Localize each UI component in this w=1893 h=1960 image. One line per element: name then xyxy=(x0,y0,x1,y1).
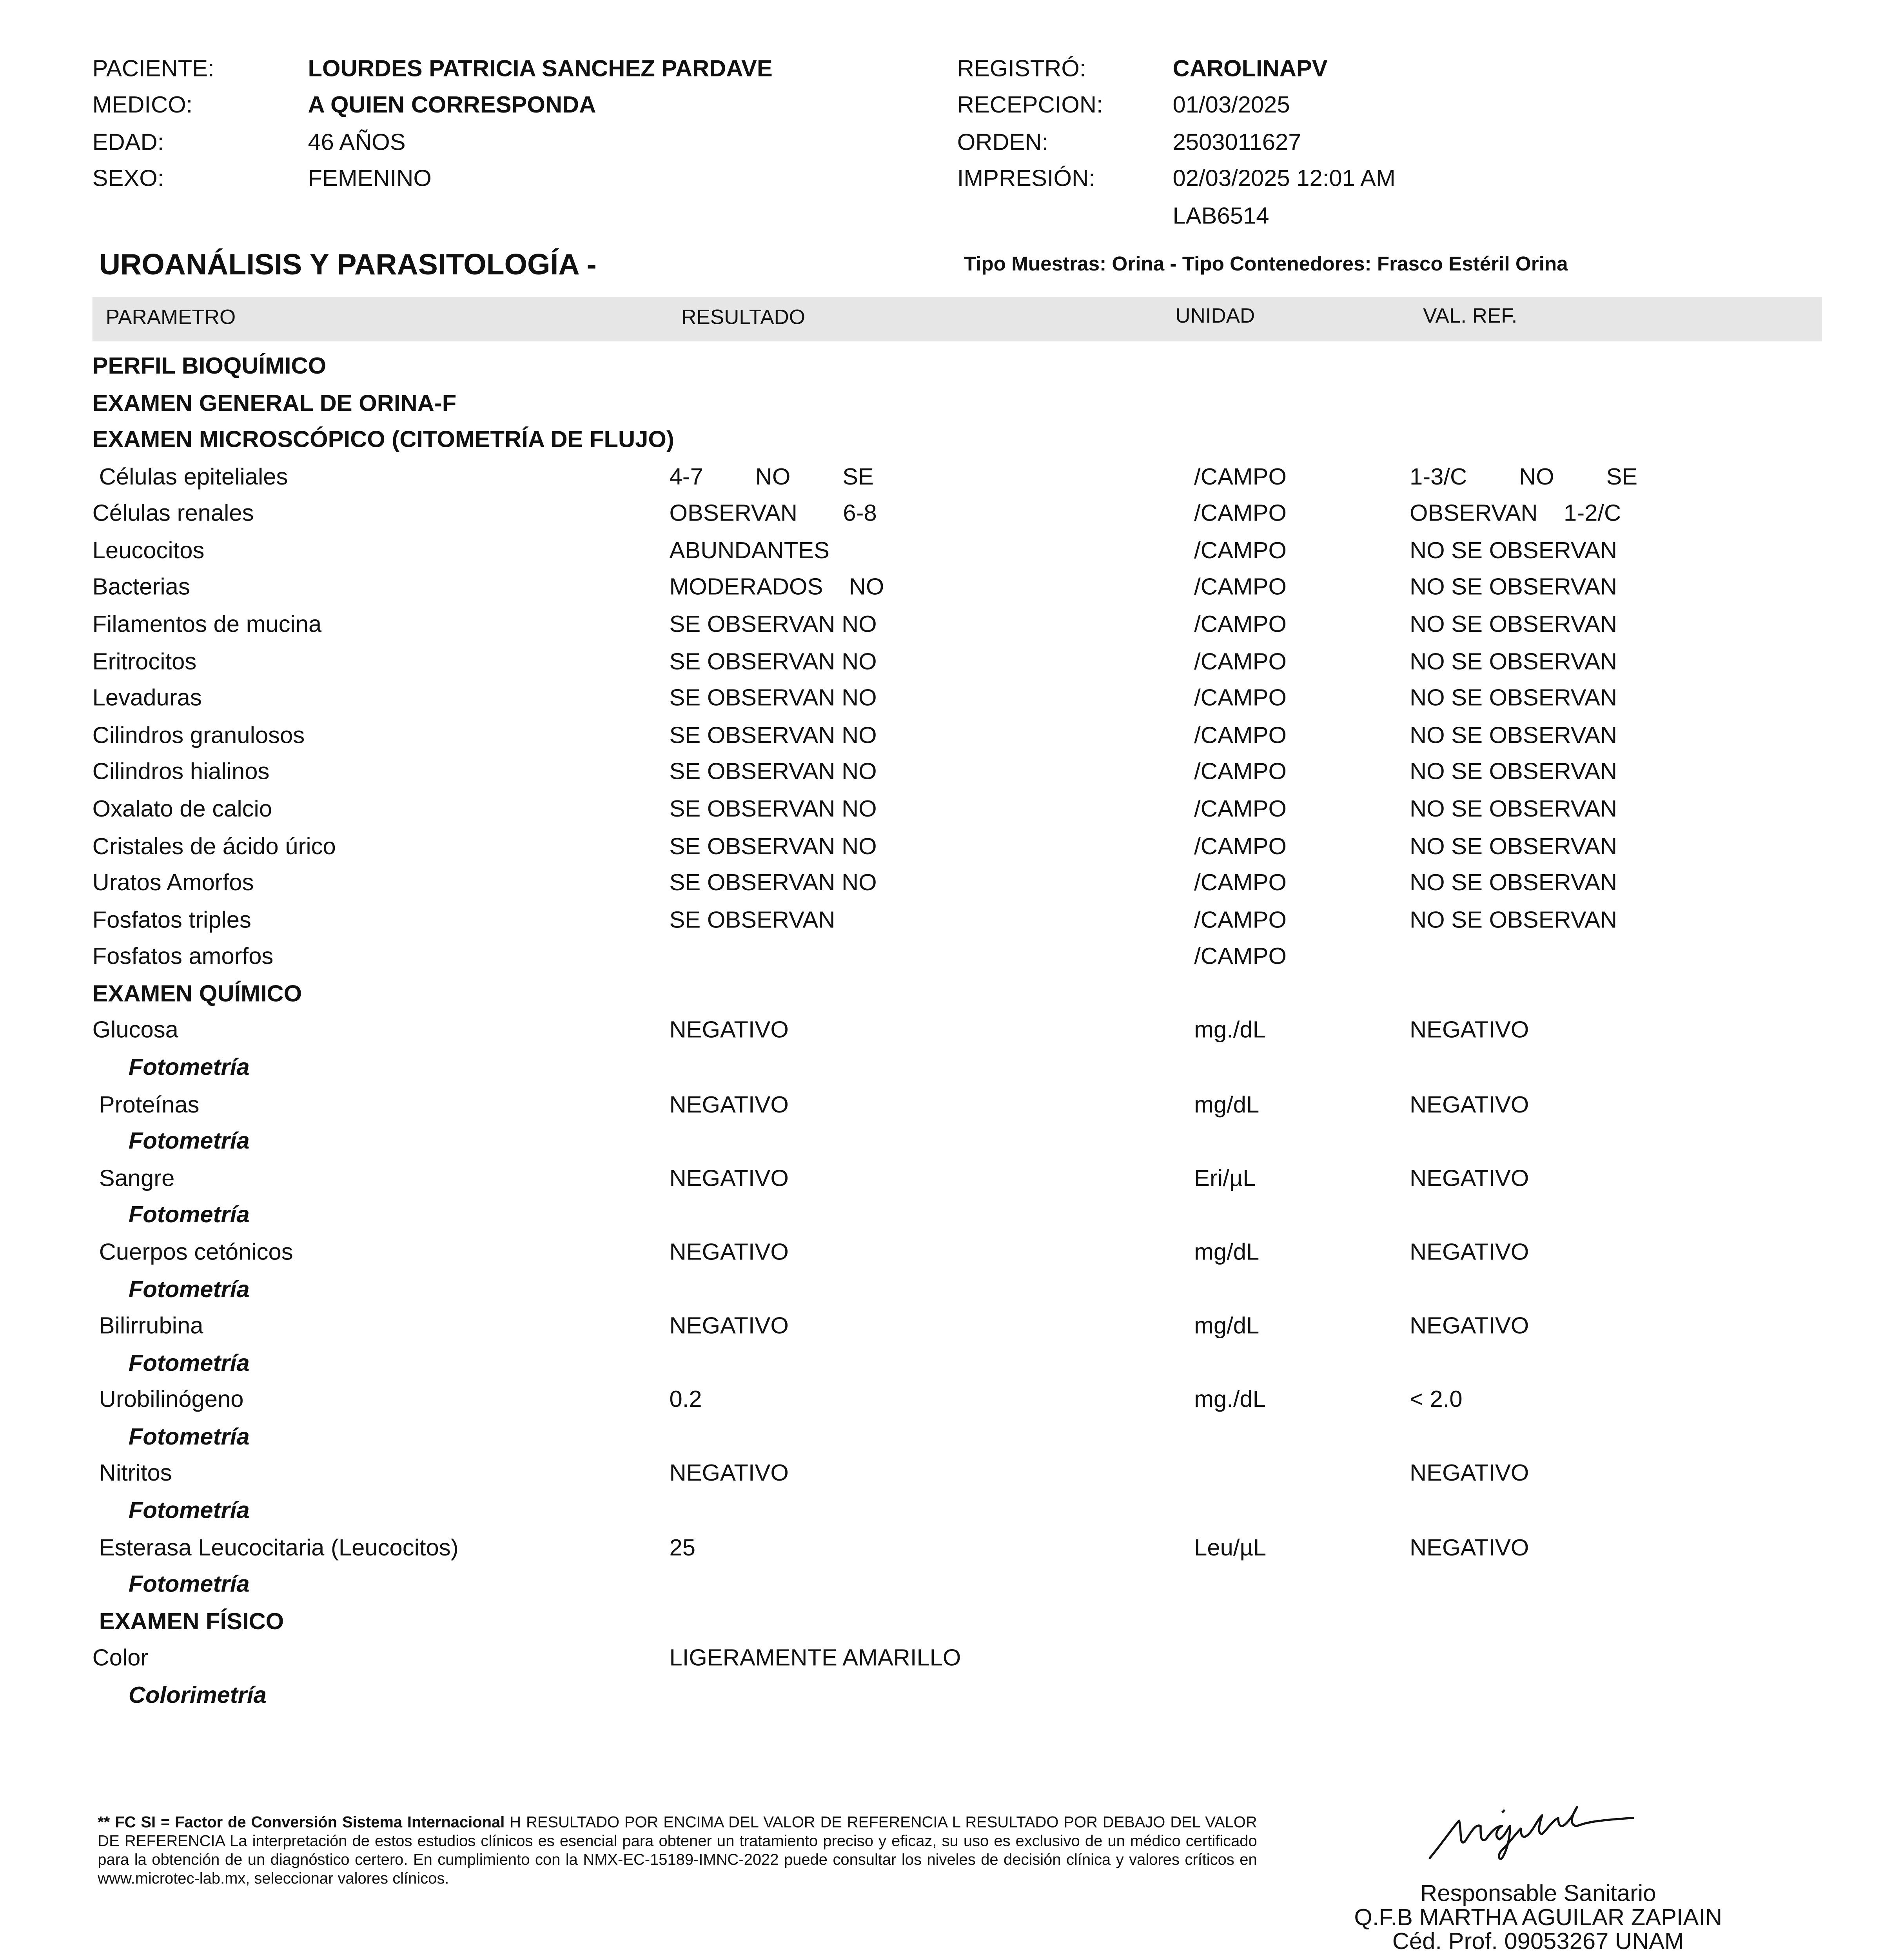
section-title: UROANÁLISIS Y PARASITOLOGÍA - xyxy=(99,247,597,281)
sex-value: FEMENINO xyxy=(308,165,432,192)
doctor-label: MEDICO: xyxy=(92,91,193,118)
footnote-text: H RESULTADO POR ENCIMA DEL VALOR DE REFERENCIA L RESULTADO POR DEBAJO DEL VALOR DE REFERENCIA La interpretación de estos estudios clínicos es esencial para obtener un tratamiento preciso y eficaz, su uso es exclusivo de un médico certificado para la obtención de un diagnóstico certero. En cumplimiento con la NMX-EC-15189-IMNC-2022 puede consultar los niveles de decisión clínica y valores críticos en www.microtec-lab.mx, seleccionar valores clínicos. xyxy=(98,1814,1257,1888)
doctor-name: A QUIEN CORRESPONDA xyxy=(308,91,596,118)
row-parameter: Bacterias xyxy=(92,573,190,601)
row-unit: /CAMPO xyxy=(1194,943,1287,970)
row-unit: /CAMPO xyxy=(1194,758,1287,785)
row-unit: /CAMPO xyxy=(1194,610,1287,637)
row-parameter: Cilindros hialinos xyxy=(92,758,270,785)
row-unit: /CAMPO xyxy=(1194,906,1287,933)
row-reference: NO SE OBSERVAN xyxy=(1409,795,1617,822)
row-reference: NEGATIVO xyxy=(1409,1238,1529,1265)
reception-value: 01/03/2025 xyxy=(1172,91,1290,118)
row-reference: OBSERVAN 1-2/C xyxy=(1409,499,1621,527)
row-reference: NO SE OBSERVAN xyxy=(1409,647,1617,674)
age-label: EDAD: xyxy=(92,128,164,156)
row-reference: NEGATIVO xyxy=(1409,1534,1529,1561)
row-result: SE OBSERVAN NO xyxy=(669,721,877,748)
row-result: NEGATIVO xyxy=(669,1312,789,1339)
row-reference: NEGATIVO xyxy=(1409,1312,1529,1339)
row-parameter: Fosfatos triples xyxy=(92,906,251,933)
row-unit: /CAMPO xyxy=(1194,573,1287,601)
signature-image xyxy=(1419,1780,1647,1864)
row-parameter: Bilirrubina xyxy=(99,1312,203,1339)
row-parameter: Proteínas xyxy=(99,1090,200,1118)
row-parameter: Filamentos de mucina xyxy=(92,610,322,637)
section-heading: EXAMEN QUÍMICO xyxy=(92,980,302,1007)
row-result: OBSERVAN 6-8 xyxy=(669,499,877,527)
row-parameter: Cuerpos cetónicos xyxy=(99,1238,293,1265)
row-unit: /CAMPO xyxy=(1194,537,1287,564)
row-unit: mg./dL xyxy=(1194,1016,1266,1044)
footnote xyxy=(98,1814,1257,1889)
header-unidad: UNIDAD xyxy=(1175,305,1255,328)
row-parameter: Color xyxy=(92,1644,149,1671)
row-parameter: Levaduras xyxy=(92,684,202,711)
row-parameter: Uratos Amorfos xyxy=(92,869,254,896)
row-result: MODERADOS NO xyxy=(669,573,884,601)
row-parameter: Urobilinógeno xyxy=(99,1386,244,1413)
registered-value: CAROLINAPV xyxy=(1172,55,1328,82)
method-label: Fotometría xyxy=(128,1201,250,1228)
print-label: IMPRESIÓN: xyxy=(957,165,1095,192)
table-header xyxy=(93,297,1822,341)
signature-license: Céd. Prof. 09053267 UNAM xyxy=(1392,1927,1684,1955)
row-reference: NEGATIVO xyxy=(1409,1164,1529,1191)
row-unit: /CAMPO xyxy=(1194,832,1287,859)
row-reference: NO SE OBSERVAN xyxy=(1409,869,1617,896)
row-unit: Eri/µL xyxy=(1194,1164,1256,1191)
row-parameter: Células renales xyxy=(92,499,254,527)
row-unit: /CAMPO xyxy=(1194,795,1287,822)
section-heading: EXAMEN FÍSICO xyxy=(99,1607,284,1634)
row-result: NEGATIVO xyxy=(669,1238,789,1265)
sample-info: Tipo Muestras: Orina - Tipo Contenedores: Frasco Estéril Orina xyxy=(964,253,1568,276)
method-label: Fotometría xyxy=(128,1275,250,1302)
row-parameter: Fosfatos amorfos xyxy=(92,943,274,970)
row-reference: NO SE OBSERVAN xyxy=(1409,537,1617,564)
row-parameter: Oxalato de calcio xyxy=(92,795,272,822)
row-reference: NO SE OBSERVAN xyxy=(1409,573,1617,601)
row-unit: mg/dL xyxy=(1194,1312,1260,1339)
row-reference: NO SE OBSERVAN xyxy=(1409,906,1617,933)
signature-name: Q.F.B MARTHA AGUILAR ZAPIAIN xyxy=(1354,1904,1722,1931)
order-value: 2503011627 xyxy=(1172,128,1301,156)
row-result: SE OBSERVAN NO xyxy=(669,758,877,785)
row-parameter: Glucosa xyxy=(92,1016,178,1044)
section-heading: EXAMEN MICROSCÓPICO (CITOMETRÍA DE FLUJO) xyxy=(92,426,674,453)
print-value: 02/03/2025 12:01 AM xyxy=(1172,165,1396,192)
order-label: ORDEN: xyxy=(957,128,1049,156)
row-result: NEGATIVO xyxy=(669,1090,789,1118)
registered-label: REGISTRÓ: xyxy=(957,55,1086,82)
row-parameter: Cristales de ácido úrico xyxy=(92,832,336,859)
row-reference: NO SE OBSERVAN xyxy=(1409,758,1617,785)
row-result: SE OBSERVAN NO xyxy=(669,684,877,711)
section-heading: EXAMEN GENERAL DE ORINA-F xyxy=(92,389,457,416)
method-label: Colorimetría xyxy=(128,1681,267,1708)
row-parameter: Esterasa Leucocitaria (Leucocitos) xyxy=(99,1534,459,1561)
row-result: NEGATIVO xyxy=(669,1459,789,1486)
method-label: Fotometría xyxy=(128,1570,250,1597)
header-resultado: RESULTADO xyxy=(681,307,805,330)
method-label: Fotometría xyxy=(128,1053,250,1080)
row-result: LIGERAMENTE AMARILLO xyxy=(669,1644,961,1671)
row-result: 0.2 xyxy=(669,1386,702,1413)
row-result: NEGATIVO xyxy=(669,1016,789,1044)
row-reference: < 2.0 xyxy=(1409,1386,1463,1413)
row-parameter: Células epiteliales xyxy=(99,463,288,490)
row-result: SE OBSERVAN NO xyxy=(669,832,877,859)
age-value: 46 AÑOS xyxy=(308,128,406,156)
row-unit: /CAMPO xyxy=(1194,721,1287,748)
row-unit: /CAMPO xyxy=(1194,499,1287,527)
row-result: SE OBSERVAN xyxy=(669,906,835,933)
method-label: Fotometría xyxy=(128,1127,250,1154)
method-label: Fotometría xyxy=(128,1496,250,1524)
signature-block xyxy=(1340,1881,1736,1953)
row-reference: NEGATIVO xyxy=(1409,1090,1529,1118)
footnote-bold: ** FC SI = Factor de Conversión Sistema Internacional xyxy=(98,1814,505,1831)
row-reference: NEGATIVO xyxy=(1409,1016,1529,1044)
row-unit: mg/dL xyxy=(1194,1238,1260,1265)
patient-label: PACIENTE: xyxy=(92,55,214,82)
row-unit: mg./dL xyxy=(1194,1386,1266,1413)
method-label: Fotometría xyxy=(128,1423,250,1450)
row-result: SE OBSERVAN NO xyxy=(669,610,877,637)
row-result: SE OBSERVAN NO xyxy=(669,795,877,822)
row-result: 25 xyxy=(669,1534,695,1561)
row-result: 4-7 NO SE xyxy=(669,463,874,490)
method-label: Fotometría xyxy=(128,1349,250,1376)
row-parameter: Cilindros granulosos xyxy=(92,721,305,748)
header-parametro: PARAMETRO xyxy=(105,307,236,330)
sex-label: SEXO: xyxy=(92,165,164,192)
row-parameter: Eritrocitos xyxy=(92,647,197,674)
row-parameter: Leucocitos xyxy=(92,537,205,564)
row-parameter: Nitritos xyxy=(99,1459,172,1486)
row-reference: NEGATIVO xyxy=(1409,1459,1529,1486)
row-result: SE OBSERVAN NO xyxy=(669,869,877,896)
row-reference: NO SE OBSERVAN xyxy=(1409,721,1617,748)
row-reference: NO SE OBSERVAN xyxy=(1409,832,1617,859)
row-result: SE OBSERVAN NO xyxy=(669,647,877,674)
row-unit: /CAMPO xyxy=(1194,684,1287,711)
signature-role: Responsable Sanitario xyxy=(1420,1879,1656,1906)
row-unit: /CAMPO xyxy=(1194,647,1287,674)
section-heading: PERFIL BIOQUÍMICO xyxy=(92,352,327,379)
row-unit: mg/dL xyxy=(1194,1090,1260,1118)
row-reference: 1-3/C NO SE xyxy=(1409,463,1638,490)
header-val-ref: VAL. REF. xyxy=(1423,305,1517,328)
row-unit: /CAMPO xyxy=(1194,463,1287,490)
row-unit: /CAMPO xyxy=(1194,869,1287,896)
row-reference: NO SE OBSERVAN xyxy=(1409,610,1617,637)
row-result: ABUNDANTES xyxy=(669,537,829,564)
reception-label: RECEPCION: xyxy=(957,91,1103,118)
row-unit: Leu/µL xyxy=(1194,1534,1267,1561)
row-parameter: Sangre xyxy=(99,1164,175,1191)
row-reference: NO SE OBSERVAN xyxy=(1409,684,1617,711)
row-result: NEGATIVO xyxy=(669,1164,789,1191)
lab-code: LAB6514 xyxy=(1172,202,1269,229)
patient-name: LOURDES PATRICIA SANCHEZ PARDAVE xyxy=(308,55,773,82)
